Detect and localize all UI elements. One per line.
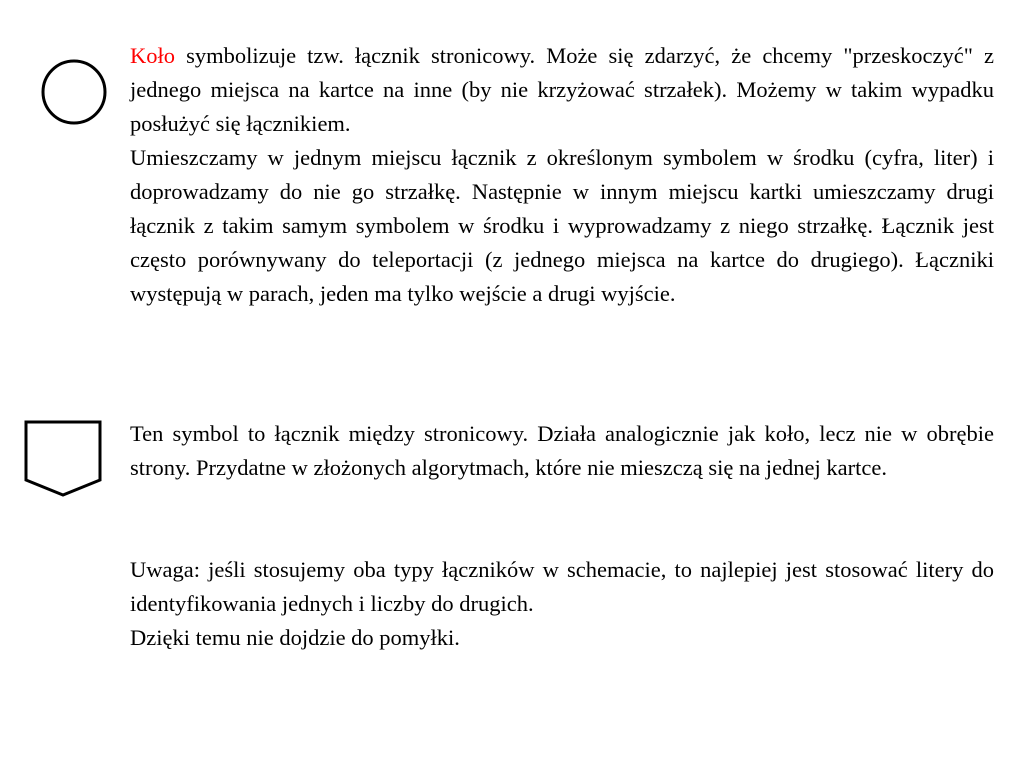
note-conclusion: Dzięki temu nie dojdzie do pomyłki. [130,625,460,650]
connector-intro-text: symbolizuje tzw. łącznik stronicowy. Może się zdarzyć, że chcemy "przeskoczyć" z jednego miejsca na kartce na inne (by nie krzyżować strzałek). Możemy w takim wypadku posłużyć się łącznikiem. [130,43,994,136]
offpage-description [130,417,994,485]
connector-description [130,39,994,311]
connector-keyword: Koło [130,43,175,68]
offpage-connector-icon [22,418,104,500]
circle-connector-icon [38,56,110,128]
circle-connector-shape [43,61,105,123]
offpage-connector-shape [26,422,100,495]
note-text: Uwaga: jeśli stosujemy oba typy łączników w schemacie, to najlepiej jest stosować litery do identyfikowania jednych i liczby do drugich. [130,557,994,616]
connector-intro [130,39,994,141]
offpage-text: Ten symbol to łącznik między stronicowy. Działa analogicznie jak koło, lecz nie w obrębie strony. Przydatne w złożonych algorytmach, które nie mieszczą się na jednej kartce. [130,421,994,480]
connector-usage-text: Umieszczamy w jednym miejscu łącznik z określonym symbolem w środku (cyfra, liter) i doprowadzamy do nie go strzałkę. Następnie w innym miejscu kartki umieszczamy drugi łącznik z takim samym symbolem w środku i wyprowadzamy z niego strzałkę. Łącznik jest często porównywany do teleportacji (z jednego miejsca na kartce do drugiego). Łączniki występują w parach, jeden ma tylko wejście a drugi wyjście. [130,145,994,306]
note-block [130,553,994,655]
